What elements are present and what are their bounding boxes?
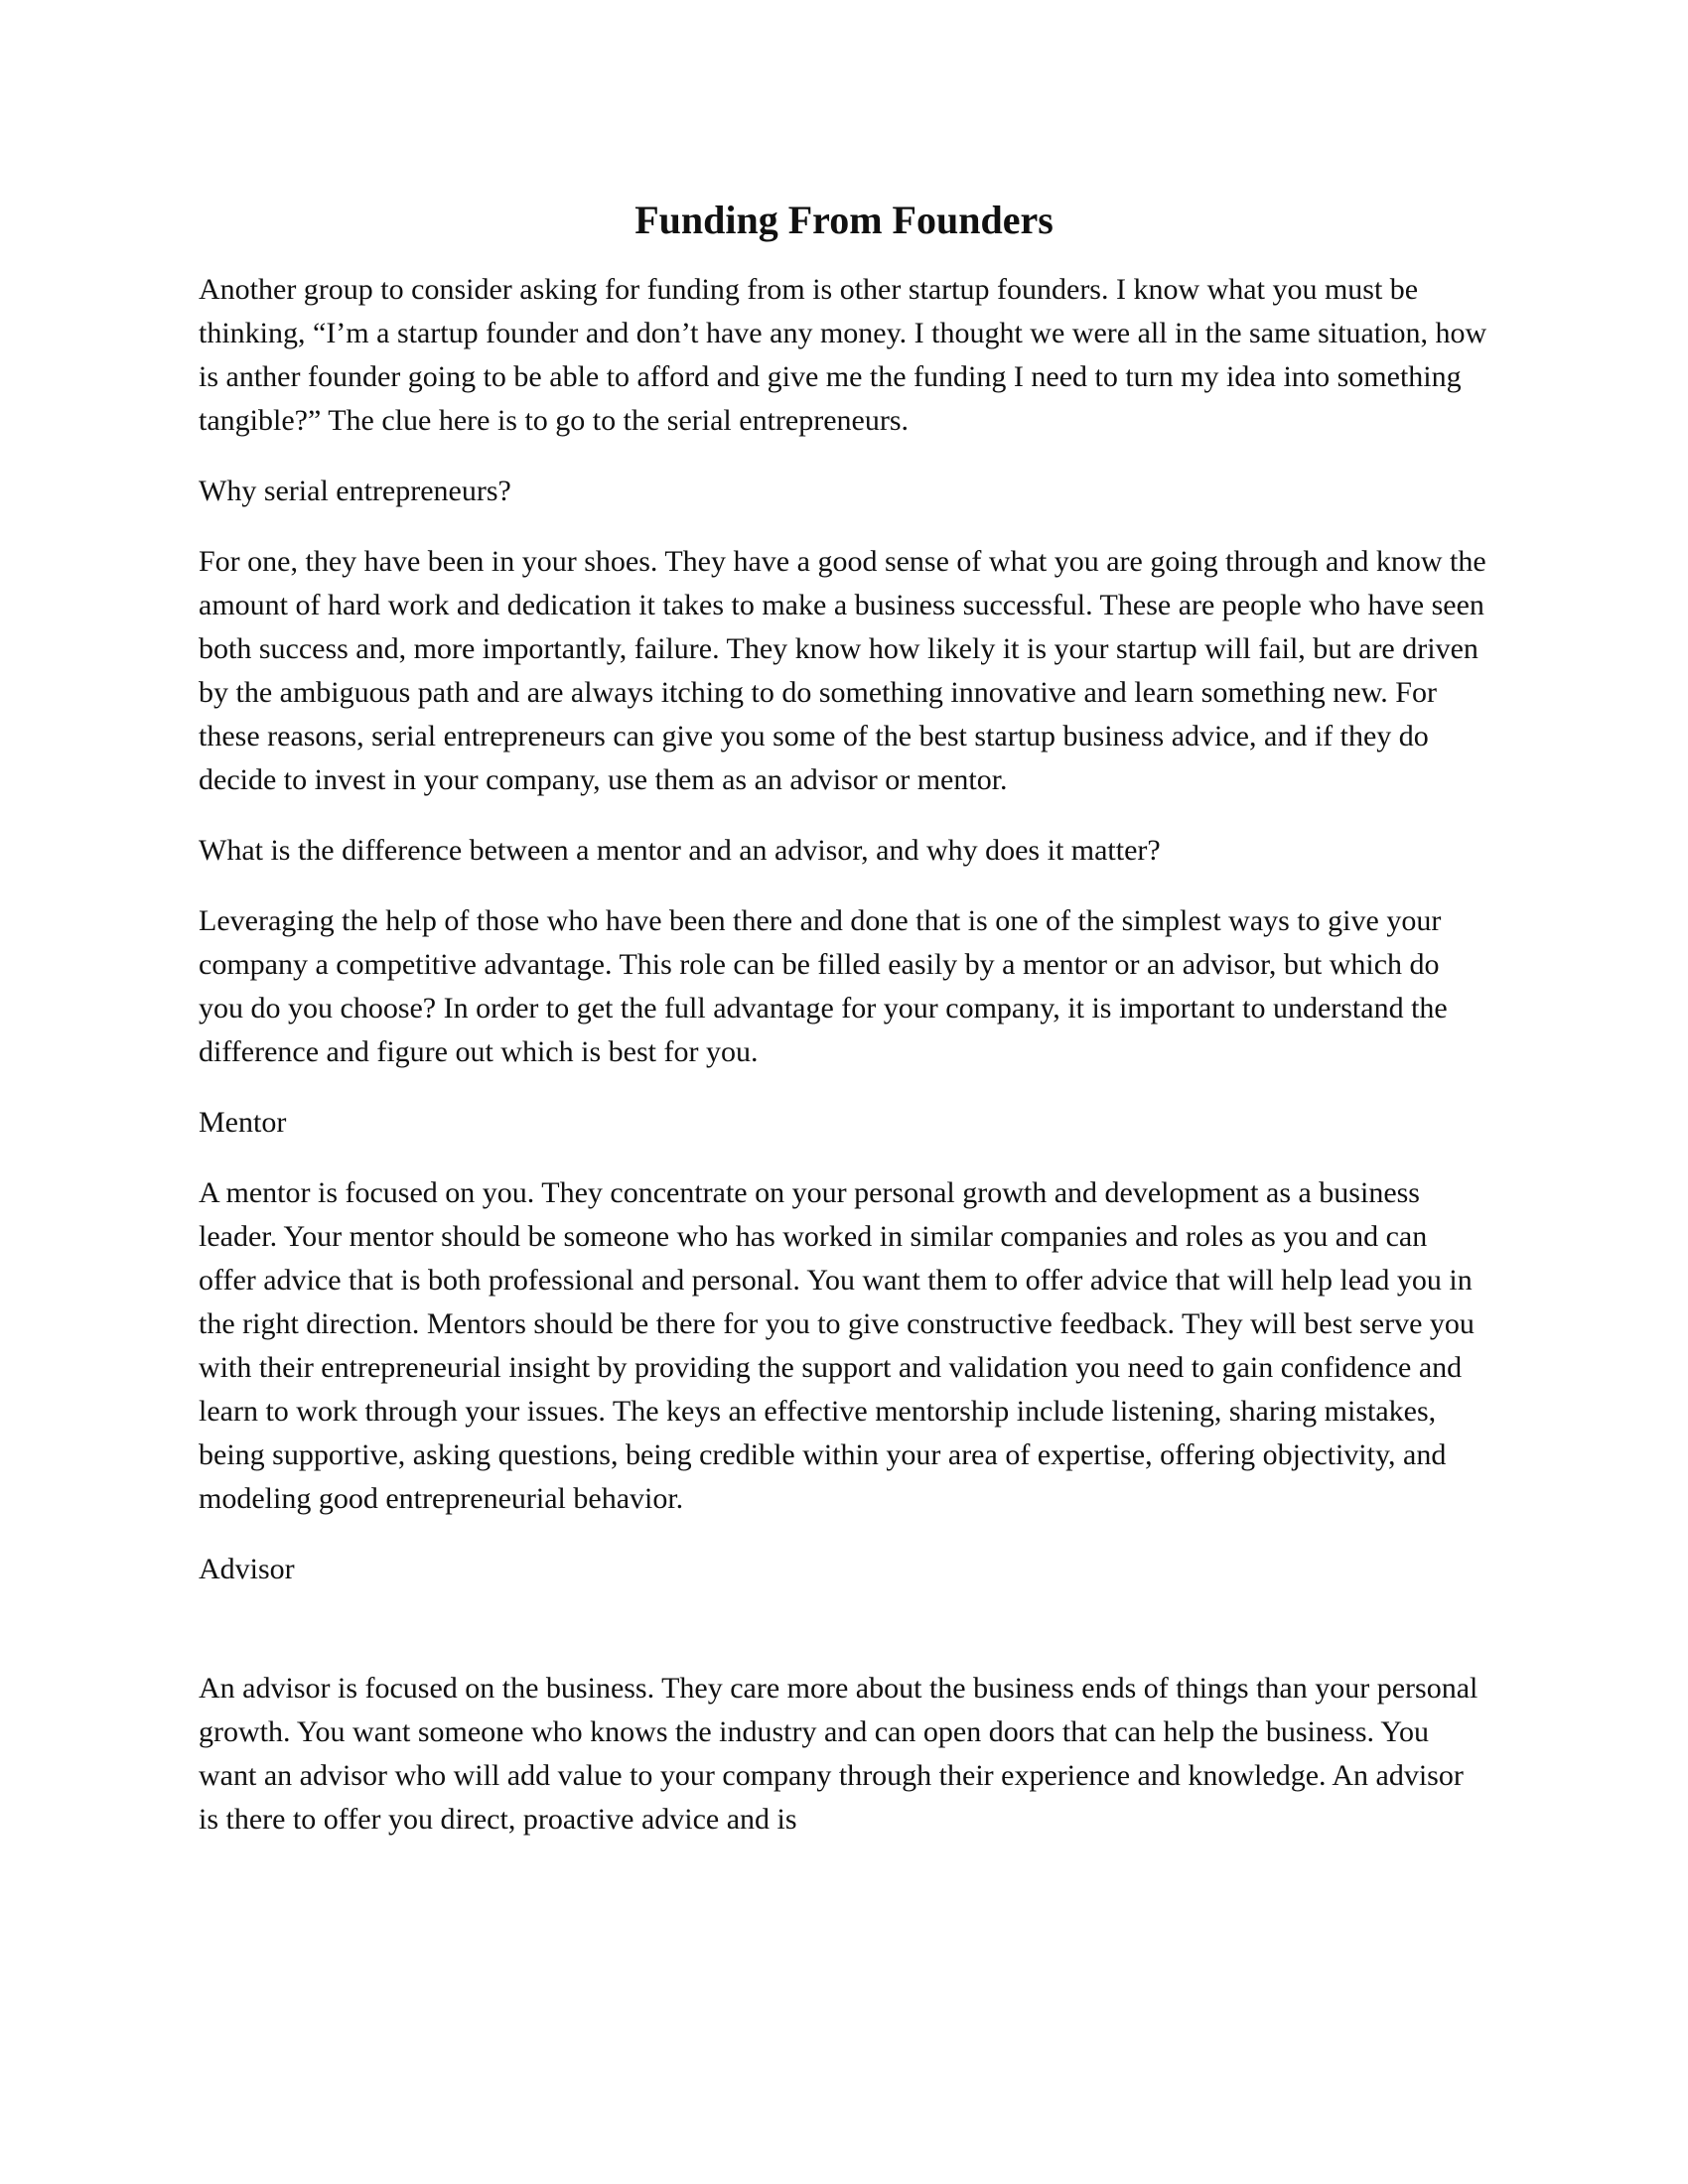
paragraph-in-your-shoes: For one, they have been in your shoes. They have a good sense of what you are going through and know the amount of hard work and dedication it takes to make a business successful. These are people who have seen both success and, more importantly, failure. They know how likely it is your startup will fail, but are driven by the ambiguous path and are always itching to do something innovative and learn something new. For these reasons, serial entrepreneurs can give you some of the best startup business advice, and if they do decide to invest in your company, use them as an advisor or mentor. (199, 545, 1486, 796)
paragraph-advisor: An advisor is focused on the business. They care more about the business ends of things than your personal growth. You want someone who knows the industry and can open doors that can help the business. You want an advisor who will add value to your company through their experience and knowledge. An advisor is there to offer you direct, proactive advice and is (199, 1672, 1478, 1836)
paragraph-mentor: A mentor is focused on you. They concentrate on your personal growth and development as a business leader. Your mentor should be someone who has worked in similar companies and roles as you and can offer advice that is both professional and personal. You want them to offer advice that will help lead you in the right direction. Mentors should be there for you to give constructive feedback. They will best serve you with their entrepreneurial insight by providing the support and validation you need to gain confidence and learn to work through your issues. The keys an effective mentorship include listening, sharing mistakes, being supportive, asking questions, being credible within your area of expertise, offering objectivity, and modeling good entrepreneurial behavior. (199, 1176, 1475, 1515)
page-title: Funding From Founders (634, 198, 1054, 242)
heading-mentor: Mentor (199, 1106, 287, 1139)
heading-advisor: Advisor (199, 1553, 295, 1585)
document-body (199, 195, 1489, 1868)
paragraph-leveraging: Leveraging the help of those who have been there and done that is one of the simplest ways to give your company a competitive advantage. This role can be filled easily by a mentor or an advisor, but which do you do you choose? In order to get the full advantage for your company, it is important to understand the difference and figure out which is best for you. (199, 904, 1448, 1068)
paragraph-intro: Another group to consider asking for funding from is other startup founders. I know what you must be thinking, “I’m a startup founder and don’t have any money. I thought we were all in the same situation, how is anther founder going to be able to afford and give me the funding I need to turn my idea into something tangible?” The clue here is to go to the serial entrepreneurs. (199, 273, 1487, 437)
paragraph-difference-question: What is the difference between a mentor and an advisor, and why does it matter? (199, 834, 1161, 867)
paragraph-why-serial: Why serial entrepreneurs? (199, 475, 511, 507)
